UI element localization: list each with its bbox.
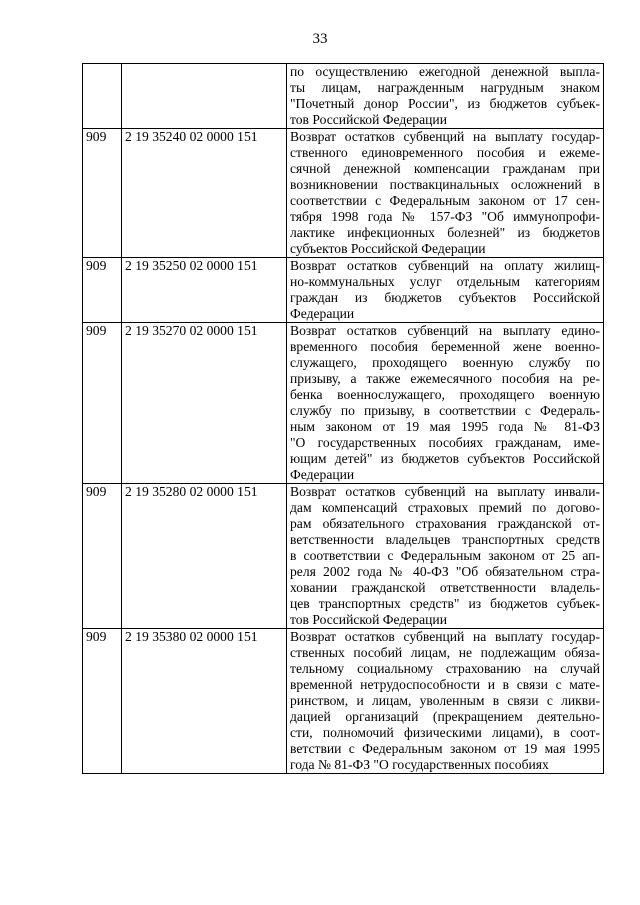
description-line: дам компенсаций страховых премий по догово- [290, 500, 600, 515]
table-row [83, 629, 604, 774]
description-line: ветствии с Федеральным законом от 19 мая 1995 [290, 741, 600, 756]
description-line: Возврат остатков субвенций на выплату государ- [290, 129, 600, 144]
description-line: "Почетный донор России", из бюджетов субъек- [290, 96, 600, 111]
description-line: Возврат остатков субвенций на выплату инвали- [290, 484, 600, 499]
description-line: сячной денежной компенсации гражданам при [290, 161, 600, 176]
description-line: тельному социальному страхованию на случай [290, 661, 600, 676]
budget-classification-code-cell: 2 19 35380 02 0000 151 [122, 629, 287, 774]
budget-classification-code-cell: 2 19 35270 02 0000 151 [122, 323, 287, 484]
income-description-cell [287, 323, 604, 484]
description-line: временной нетрудоспособности и в связи с мате- [290, 677, 600, 692]
description-line: ющим детей" из бюджетов субъектов Российской [290, 451, 600, 466]
description-line: дацией организаций (прекращением деятельно- [290, 709, 600, 724]
admin-code-cell: 909 [83, 323, 122, 484]
description-line: ховании гражданской ответственности владель- [290, 580, 600, 595]
description-line: ственного единовременного пособия и ежеме- [290, 145, 600, 160]
budget-classification-code-cell: 2 19 35280 02 0000 151 [122, 484, 287, 629]
description-line: тября 1998 года № 157-ФЗ "Об иммунопрофи- [290, 209, 600, 224]
description-line: Возврат остатков субвенций на оплату жилищ- [290, 258, 600, 273]
description-line: ственных пособий лицам, не подлежащим обяза- [290, 645, 600, 660]
description-line: служащего, проходящего военную службу по [290, 355, 600, 370]
admin-code-cell: 909 [83, 484, 122, 629]
description-line: цев транспортных средств" из бюджетов субъек- [290, 596, 600, 611]
description-line: тов Российской Федерации [290, 612, 447, 627]
table-row [83, 64, 604, 129]
admin-code-cell: 909 [83, 129, 122, 258]
budget-codes-table [82, 63, 604, 774]
admin-code-cell: 909 [83, 258, 122, 323]
description-line: реля 2002 года № 40-ФЗ "Об обязательном стра- [290, 564, 600, 579]
income-description-cell [287, 64, 604, 129]
description-line: призыву, а также ежемесячного пособия на ре- [290, 371, 600, 386]
description-line: года № 81-ФЗ "О государственных пособиях [290, 757, 549, 772]
description-line: Возврат остатков субвенций на выплату государ- [290, 629, 600, 644]
description-line: службу по призыву, в соответствии с Федераль- [290, 403, 600, 418]
income-description-cell [287, 484, 604, 629]
table-row [83, 129, 604, 258]
description-line: лактике инфекционных болезней" из бюджетов [290, 225, 600, 240]
description-line: граждан из бюджетов субъектов Российской [290, 290, 600, 305]
description-line: Федерации [290, 467, 355, 482]
table-row [83, 258, 604, 323]
admin-code-cell [83, 64, 122, 129]
income-description-cell [287, 629, 604, 774]
description-line: ринством, и лицам, уволенным в связи с ликви- [290, 693, 600, 708]
description-line: по осуществлению ежегодной денежной выпла- [290, 64, 600, 79]
budget-classification-code-cell [122, 64, 287, 129]
description-line: сти, полномочий физическими лицами), в соот- [290, 725, 600, 740]
description-line: временного пособия беременной жене военно- [290, 339, 600, 354]
description-line: в соответствии с Федеральным законом от 25 ап- [290, 548, 600, 563]
budget-classification-code-cell: 2 19 35250 02 0000 151 [122, 258, 287, 323]
budget-classification-code-cell: 2 19 35240 02 0000 151 [122, 129, 287, 258]
page-number: 33 [312, 31, 328, 47]
description-line: но-коммунальных услуг отдельным категориям [290, 274, 600, 289]
description-line: соответствии с Федеральным законом от 17 сен- [290, 193, 600, 208]
description-line: тов Российской Федерации [290, 112, 447, 127]
description-line: ным законом от 19 мая 1995 года № 81-ФЗ [290, 419, 600, 434]
description-line: Федерации [290, 306, 355, 321]
table-row [83, 484, 604, 629]
table-body [83, 64, 604, 774]
description-line: возникновении поствакцинальных осложнений в [290, 177, 600, 192]
description-line: рам обязательного страхования гражданской от- [290, 516, 600, 531]
description-line: "О государственных пособиях гражданам, име- [290, 435, 600, 450]
table-row [83, 323, 604, 484]
description-line: субъектов Российской Федерации [290, 241, 486, 256]
description-line: ты лицам, награжденным нагрудным знаком [290, 80, 600, 95]
admin-code-cell: 909 [83, 629, 122, 774]
description-line: бенка военнослужащего, проходящего военную [290, 387, 600, 402]
income-description-cell [287, 129, 604, 258]
income-description-cell [287, 258, 604, 323]
description-line: ветственности владельцев транспортных средств [290, 532, 600, 547]
description-line: Возврат остатков субвенций на выплату едино- [290, 323, 600, 338]
